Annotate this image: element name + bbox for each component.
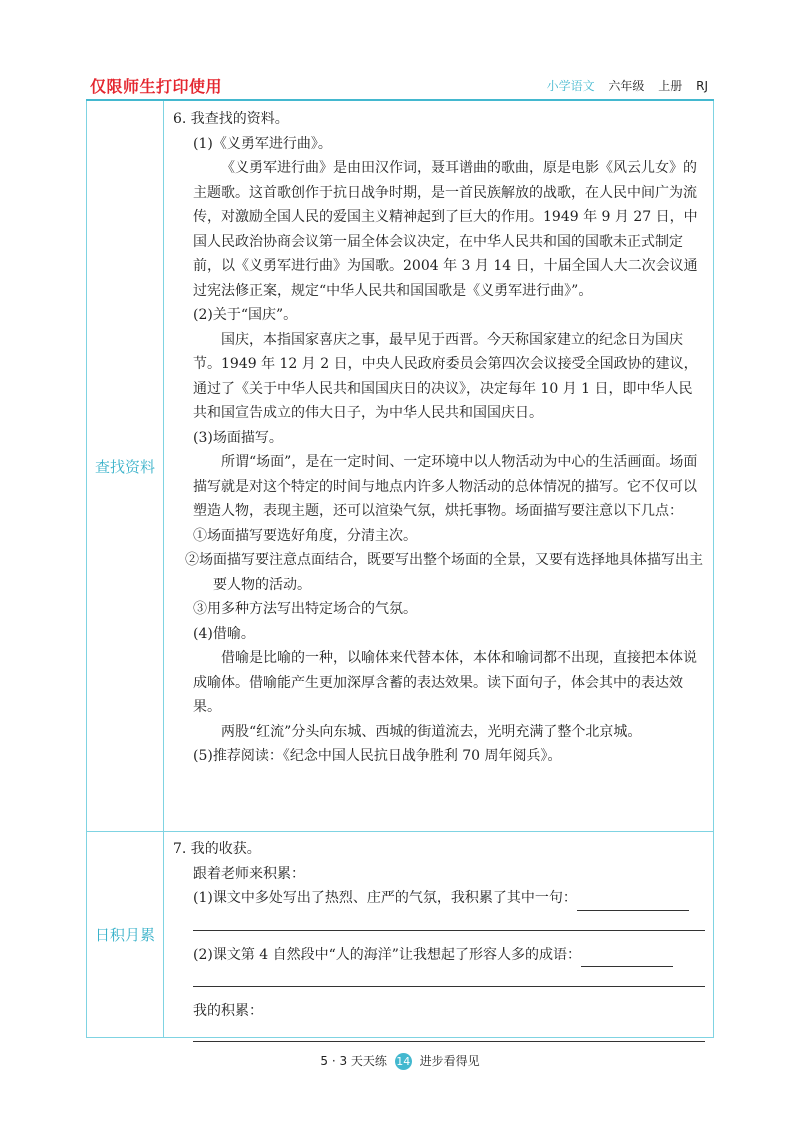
item-4-text: 借喻是比喻的一种，以喻体来代替本体，本体和喻词都不出现，直接把本体说成喻体。借喻能产生更加深厚含蓄的表达效果。读下面句子，体会其中的表达效果。 — [193, 650, 697, 715]
print-notice: 仅限师生打印使用 — [90, 77, 223, 96]
item-5: (5)推荐阅读：《纪念中国人民抗日战争胜利 70 周年阅兵》。 — [193, 748, 562, 764]
item-1-text: 《义勇军进行曲》是由田汉作词，聂耳谱曲的歌曲，原是电影《风云儿女》的主题歌。这首歌创作于抗日战争时期，是一首民族解放的战歌，在人民中间广为流传，对激励全国人民的爱国主义精神起到了巨大的作用。1949 年 9 月 27 日，中国人民政治协商会议第一届全体会议决定，在中华人民共和国的国歌未正式制定前，以《义勇军进行曲》为国歌。2004 年 3 月 14 日，十届全国人大二次会议通过宪法修正案，规定“中华人民共和国国歌是《义勇军进行曲》”。 — [193, 160, 698, 299]
worksheet-table — [86, 101, 714, 1038]
question-7-2-text: (2)课文第 4 自然段中“人的海洋”让我想起了形容人多的成语： — [193, 946, 581, 963]
item-1-title: (1)《义勇军进行曲》。 — [193, 135, 332, 152]
edition-label: RJ — [696, 79, 708, 93]
page-footer — [0, 1052, 800, 1070]
answer-line-my-accumulation[interactable] — [193, 1040, 705, 1042]
item-4-title: (4)借喻。 — [193, 625, 255, 642]
item-4-example: 两股“红流”分头向东城、西城的街道流去，光明充满了整个北京城。 — [221, 723, 642, 740]
book-info — [547, 77, 708, 94]
research-content — [173, 107, 705, 769]
accumulation-intro: 跟着老师来积累： — [193, 865, 305, 882]
volume-label: 上册 — [658, 79, 683, 93]
question-7-1-text: (1)课文中多处写出了热烈、庄严的气氛，我积累了其中一句： — [193, 890, 577, 906]
accumulation-content — [173, 837, 705, 1054]
item-2-title: (2)关于“国庆”。 — [193, 307, 298, 323]
question-7-title: 7. 我的收获。 — [173, 841, 261, 857]
question-7-2 — [173, 943, 705, 968]
footer-slogan: 进步看得见 — [419, 1054, 480, 1068]
item-2-text: 国庆，本指国家喜庆之事，最早见于西晋。今天称国家建立的纪念日为国庆节。1949 年 12 月 2 日，中央人民政府委员会第四次会议接受全国政协的建议，通过了《关于中华人民共和国国庆日的决议》，决定每年 10 月 1 日，即中华人民共和国宣告成立的伟大日子，为中华人民共和国国庆日。 — [193, 331, 698, 421]
subject-label: 小学语文 — [546, 79, 595, 93]
section-label-accumulation: 日积月累 — [87, 831, 164, 1037]
page-number: 14 — [396, 1055, 411, 1068]
footer-brand: 5 · 3 天天练 — [320, 1054, 387, 1068]
question-7-1 — [173, 886, 705, 911]
answer-blank-7-2[interactable] — [581, 950, 673, 967]
item-3-text: 所谓“场面”，是在一定时间、一定环境中以人物活动为中心的生活画面。场面描写就是对这个特定的时间与地点内许多人物活动的总体情况的描写。它不仅可以塑造人物，表现主题，还可以渲染气氛，烘托事物。场面描写要注意以下几点： — [193, 454, 698, 519]
section-label-research: 查找资料 — [87, 101, 164, 831]
section-research — [87, 101, 713, 832]
item-3-point-3: ③用多种方法写出特定场合的气氛。 — [193, 601, 417, 617]
section-accumulation — [87, 831, 713, 1037]
question-6-title: 6. 我查找的资料。 — [173, 111, 289, 127]
grade-label: 六年级 — [608, 79, 645, 93]
item-3-title: (3)场面描写。 — [193, 429, 283, 446]
answer-line-7-2[interactable] — [193, 985, 705, 987]
item-3-point-2: ②场面描写要注意点面结合，既要写出整个场面的全景，又要有选择地具体描写出主要人物的活动。 — [185, 552, 703, 593]
item-3-point-1: ①场面描写要选好角度，分清主次。 — [193, 527, 417, 544]
answer-blank-7-1[interactable] — [577, 894, 689, 911]
answer-line-7-1[interactable] — [193, 929, 705, 931]
my-accumulation-label: 我的积累： — [193, 1003, 263, 1019]
